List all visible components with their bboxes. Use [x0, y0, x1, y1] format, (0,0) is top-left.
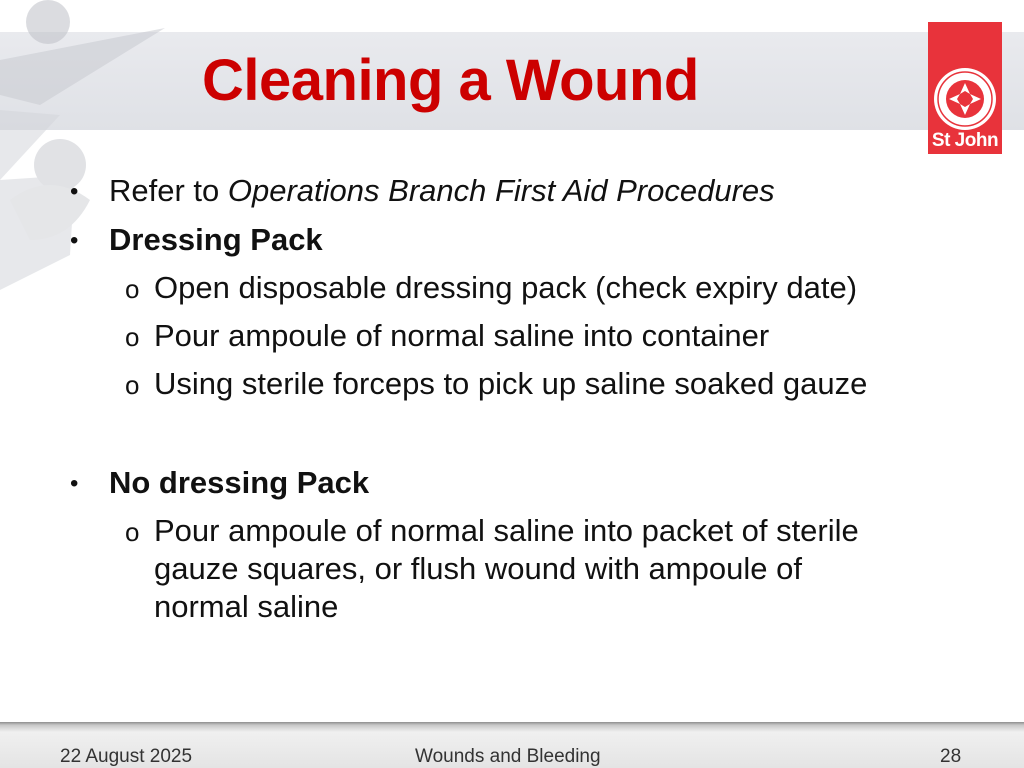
sub-bullet-pour-container: Pour ampoule of normal saline into container — [154, 318, 770, 353]
sub-bullet-marker: o — [125, 370, 140, 400]
footer-title: Wounds and Bleeding — [415, 746, 601, 767]
footer-page-number: 28 — [940, 746, 962, 767]
footer-date: 22 August 2025 — [60, 746, 193, 767]
slide-title: Cleaning a Wound — [202, 48, 699, 113]
bullet-dressing-pack: Dressing Pack — [109, 222, 323, 257]
sub-bullet-forceps: Using sterile forceps to pick up saline soaked gauze — [154, 366, 868, 401]
bullet-marker: • — [70, 470, 79, 497]
sub-bullet-marker: o — [125, 322, 140, 352]
bullet-no-dressing-pack: No dressing Pack — [109, 465, 370, 500]
sub-bullet-marker: o — [125, 517, 140, 547]
bullet-marker: • — [70, 227, 79, 254]
st-john-seal-icon — [932, 66, 998, 132]
bullet-refer-emphasis: Operations Branch First Aid Procedures — [227, 173, 775, 208]
sub-bullet-no-pack-line-3: normal saline — [154, 589, 339, 624]
bullet-refer-to — [109, 172, 775, 210]
sub-bullet-no-pack-line-2: gauze squares, or flush wound with ampoule of — [154, 551, 802, 586]
sub-bullet-no-pack-line-1: Pour ampoule of normal saline into packet of sterile — [154, 513, 859, 548]
sub-bullet-marker: o — [125, 274, 140, 304]
st-john-logo — [928, 22, 1002, 154]
bullet-marker: • — [70, 178, 79, 205]
logo-label: St John — [931, 130, 999, 151]
sub-bullet-open-pack: Open disposable dressing pack (check expiry date) — [154, 270, 858, 305]
bullet-refer-prefix: Refer to — [109, 173, 228, 208]
